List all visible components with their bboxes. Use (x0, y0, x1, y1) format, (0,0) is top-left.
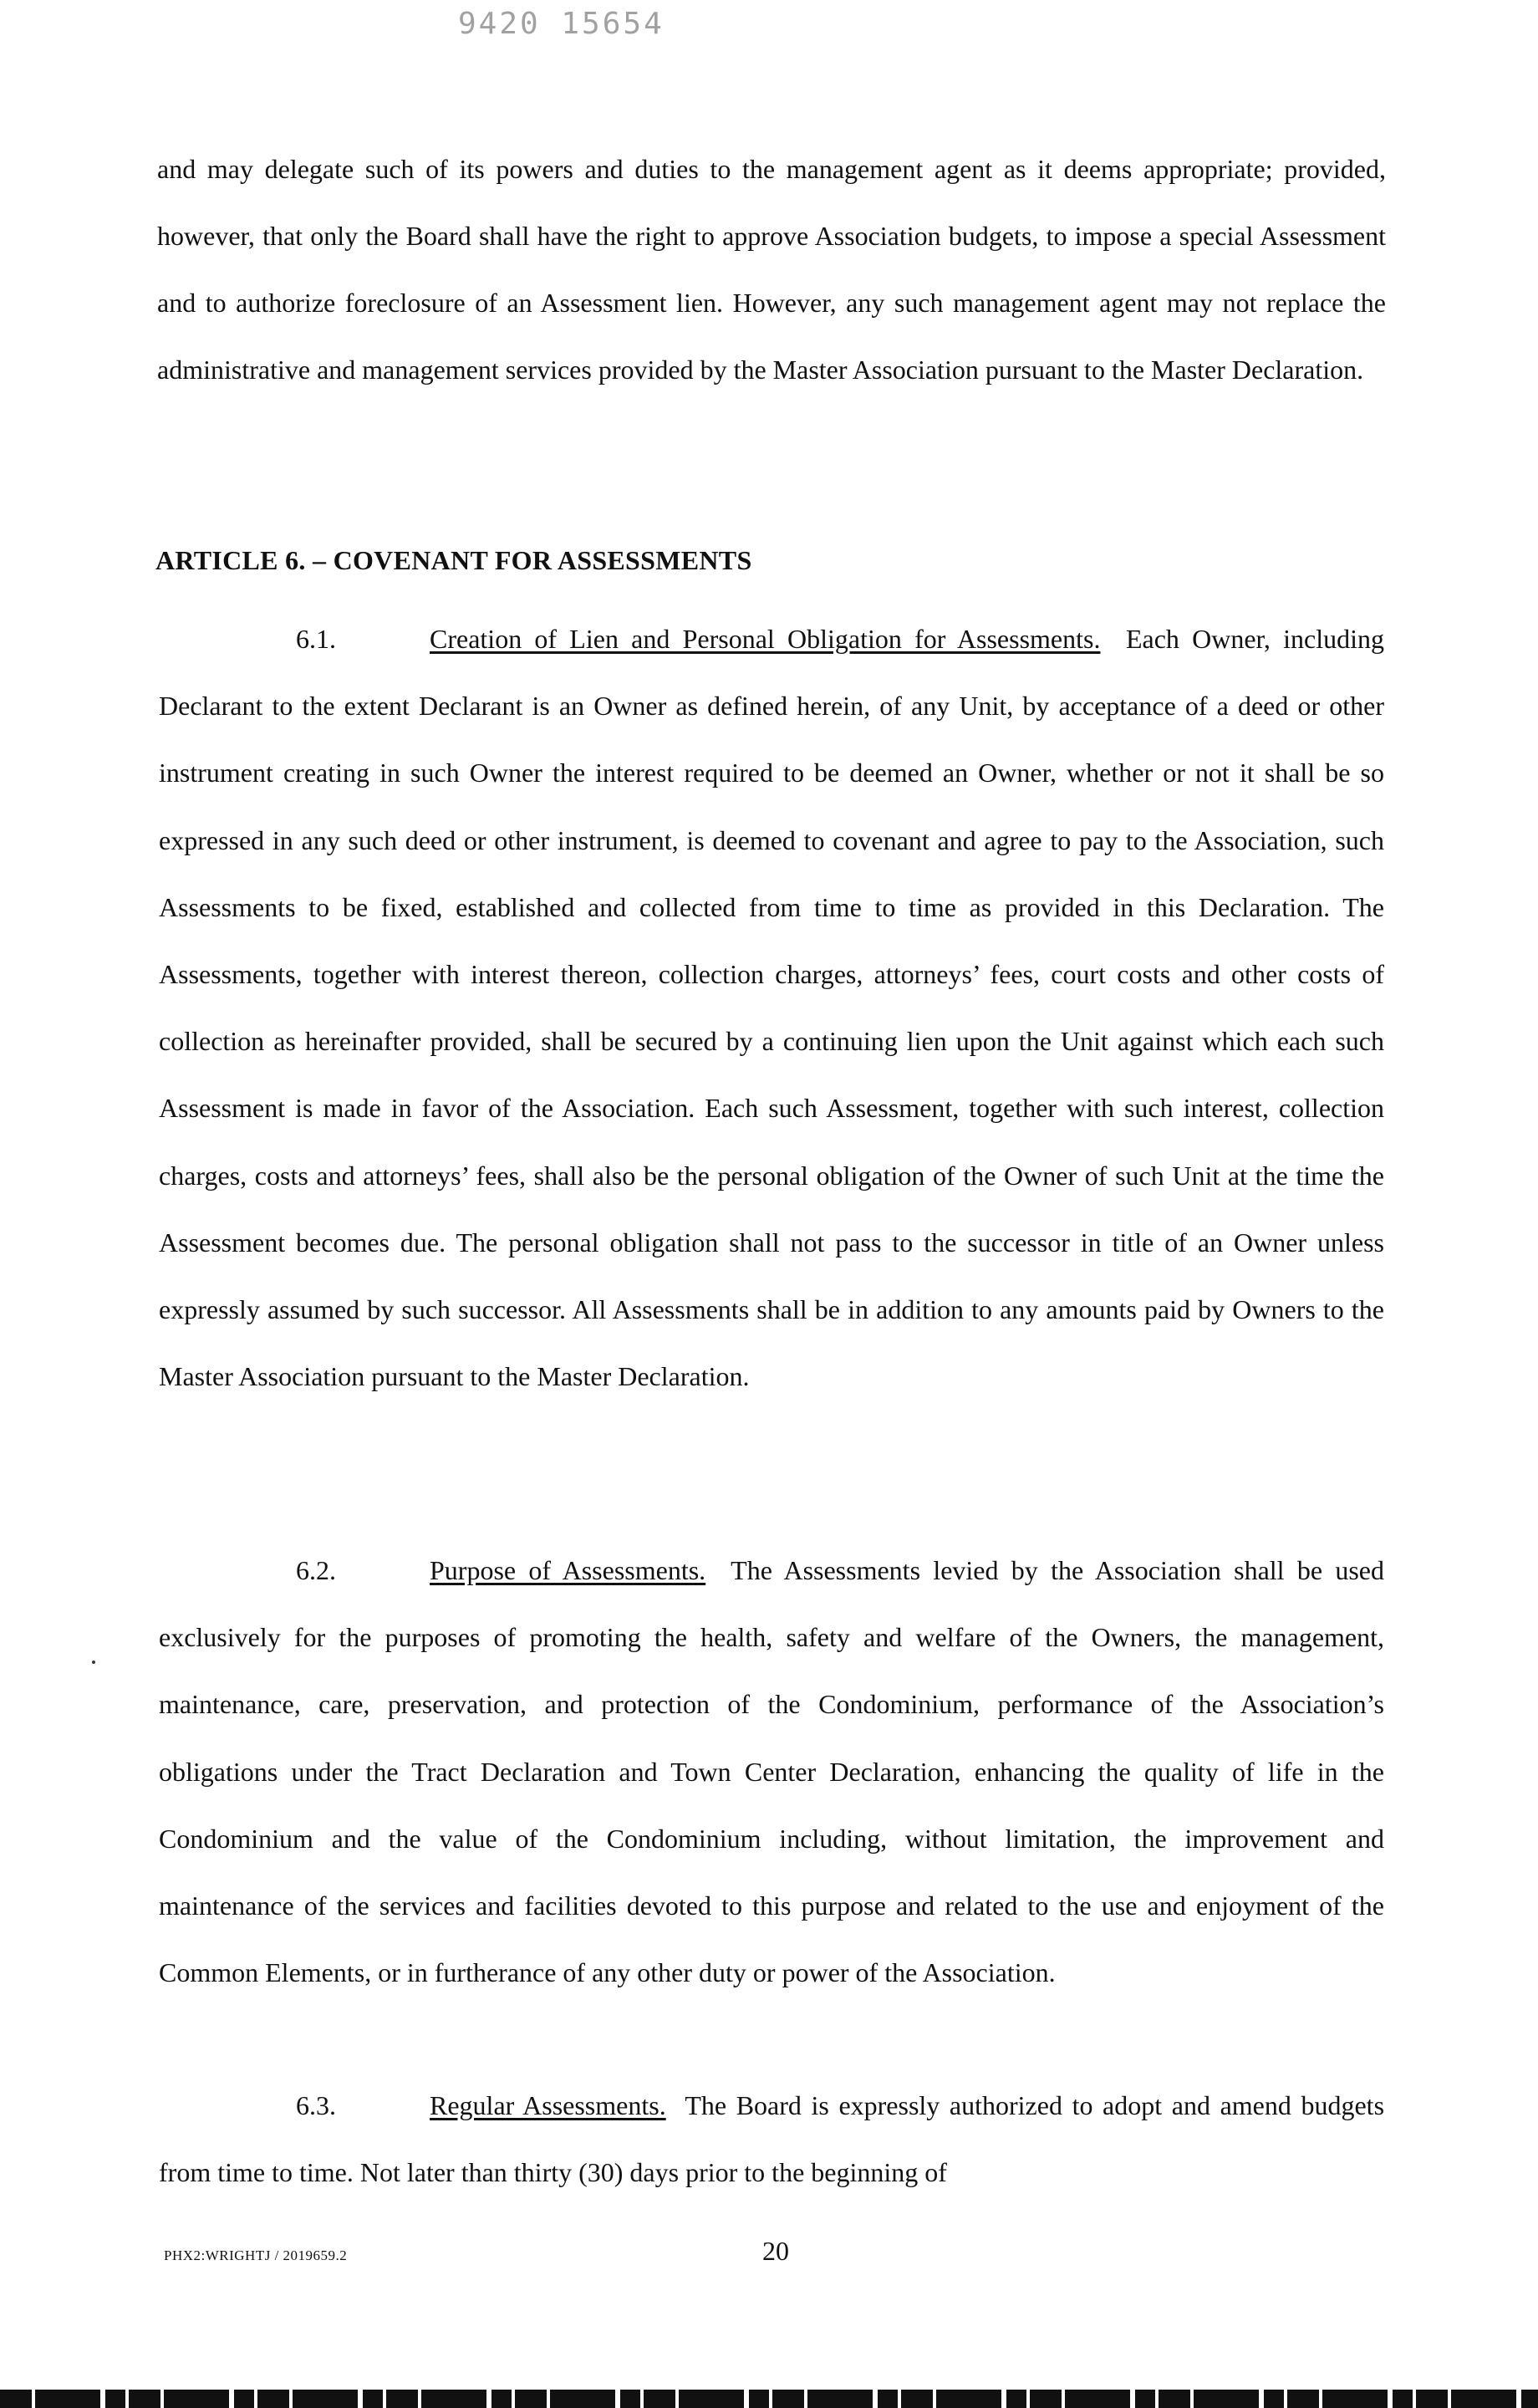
section-title: Regular Assessments. (430, 2090, 666, 2120)
section-text: Each Owner, including Declarant to the extent Declarant is an Owner as defined herein, of any Unit, by acceptance of a deed or other instrument creating in such Owner the interest required to be deemed an Owner, whether or not it shall be so expressed in any such deed or other instrument, is deemed to covenant and agree to pay to the Association, such Assessments to be fixed, established and collected from time to time as provided in this Declaration. The Assessments, together with interest thereon, collection charges, attorneys’ fees, court costs and other costs of collection as hereinafter provided, shall be secured by a continuing lien upon the Unit against which each such Assessment is made in favor of the Association. Each such Assessment, together with such interest, collection charges, costs and attorneys’ fees, shall also be the personal obligation of the Owner of such Unit at the time the Assessment becomes due. The personal obligation shall not pass to the successor in title of an Owner unless expressly assumed by such successor. All Assessments shall be in addition to any amounts paid by Owners to the Master Association pursuant to the Master Declaration. (159, 624, 1385, 1392)
section-number: 6.3. (296, 2090, 336, 2120)
section-number: 6.2. (296, 1555, 336, 1585)
scan-edge-bar (0, 2390, 1538, 2408)
document-stamp: 9420 15654 (458, 7, 665, 41)
section-6-3 (159, 2072, 1384, 2206)
section-text: The Board is expressly authorized to adopt and amend budgets from time to time. Not later than thirty (30) days prior to the beginning of (159, 2090, 1385, 2188)
opening-paragraph: and may delegate such of its powers and duties to the management agent as it deems appropriate; provided, however, that only the Board shall have the right to approve Association budgets, to impose a special Assessment and to authorize foreclosure of an Assessment lien. However, any such management agent may not replace the administrative and management services provided by the Master Association pursuant to the Master Declaration. (157, 154, 1386, 385)
section-6-2 (159, 1537, 1384, 2006)
section-6-1 (159, 605, 1384, 1410)
scan-speck (92, 1661, 95, 1664)
page-number: 20 (762, 2236, 789, 2266)
section-title: Purpose of Assessments. (430, 1555, 706, 1585)
footer-document-code: PHX2:WRIGHTJ / 2019659.2 (164, 2247, 348, 2263)
section-text: The Assessments levied by the Association shall be used exclusively for the purposes of promoting the health, safety and welfare of the Owners, the management, maintenance, care, preservation, and protection of the Condominium, performance of the Association’s obligations under the Tract Declaration and Town Center Declaration, enhancing the quality of life in the Condominium and the value of the Condominium including, without limitation, the improvement and maintenance of the services and facilities devoted to this purpose and related to the use and enjoyment of the Common Elements, or in furtherance of any other duty or power of the Association. (159, 1555, 1384, 1988)
article-heading: ARTICLE 6. – COVENANT FOR ASSESSMENTS (155, 545, 752, 575)
section-title: Creation of Lien and Personal Obligation for Assessments. (430, 624, 1101, 654)
section-number: 6.1. (296, 624, 336, 654)
